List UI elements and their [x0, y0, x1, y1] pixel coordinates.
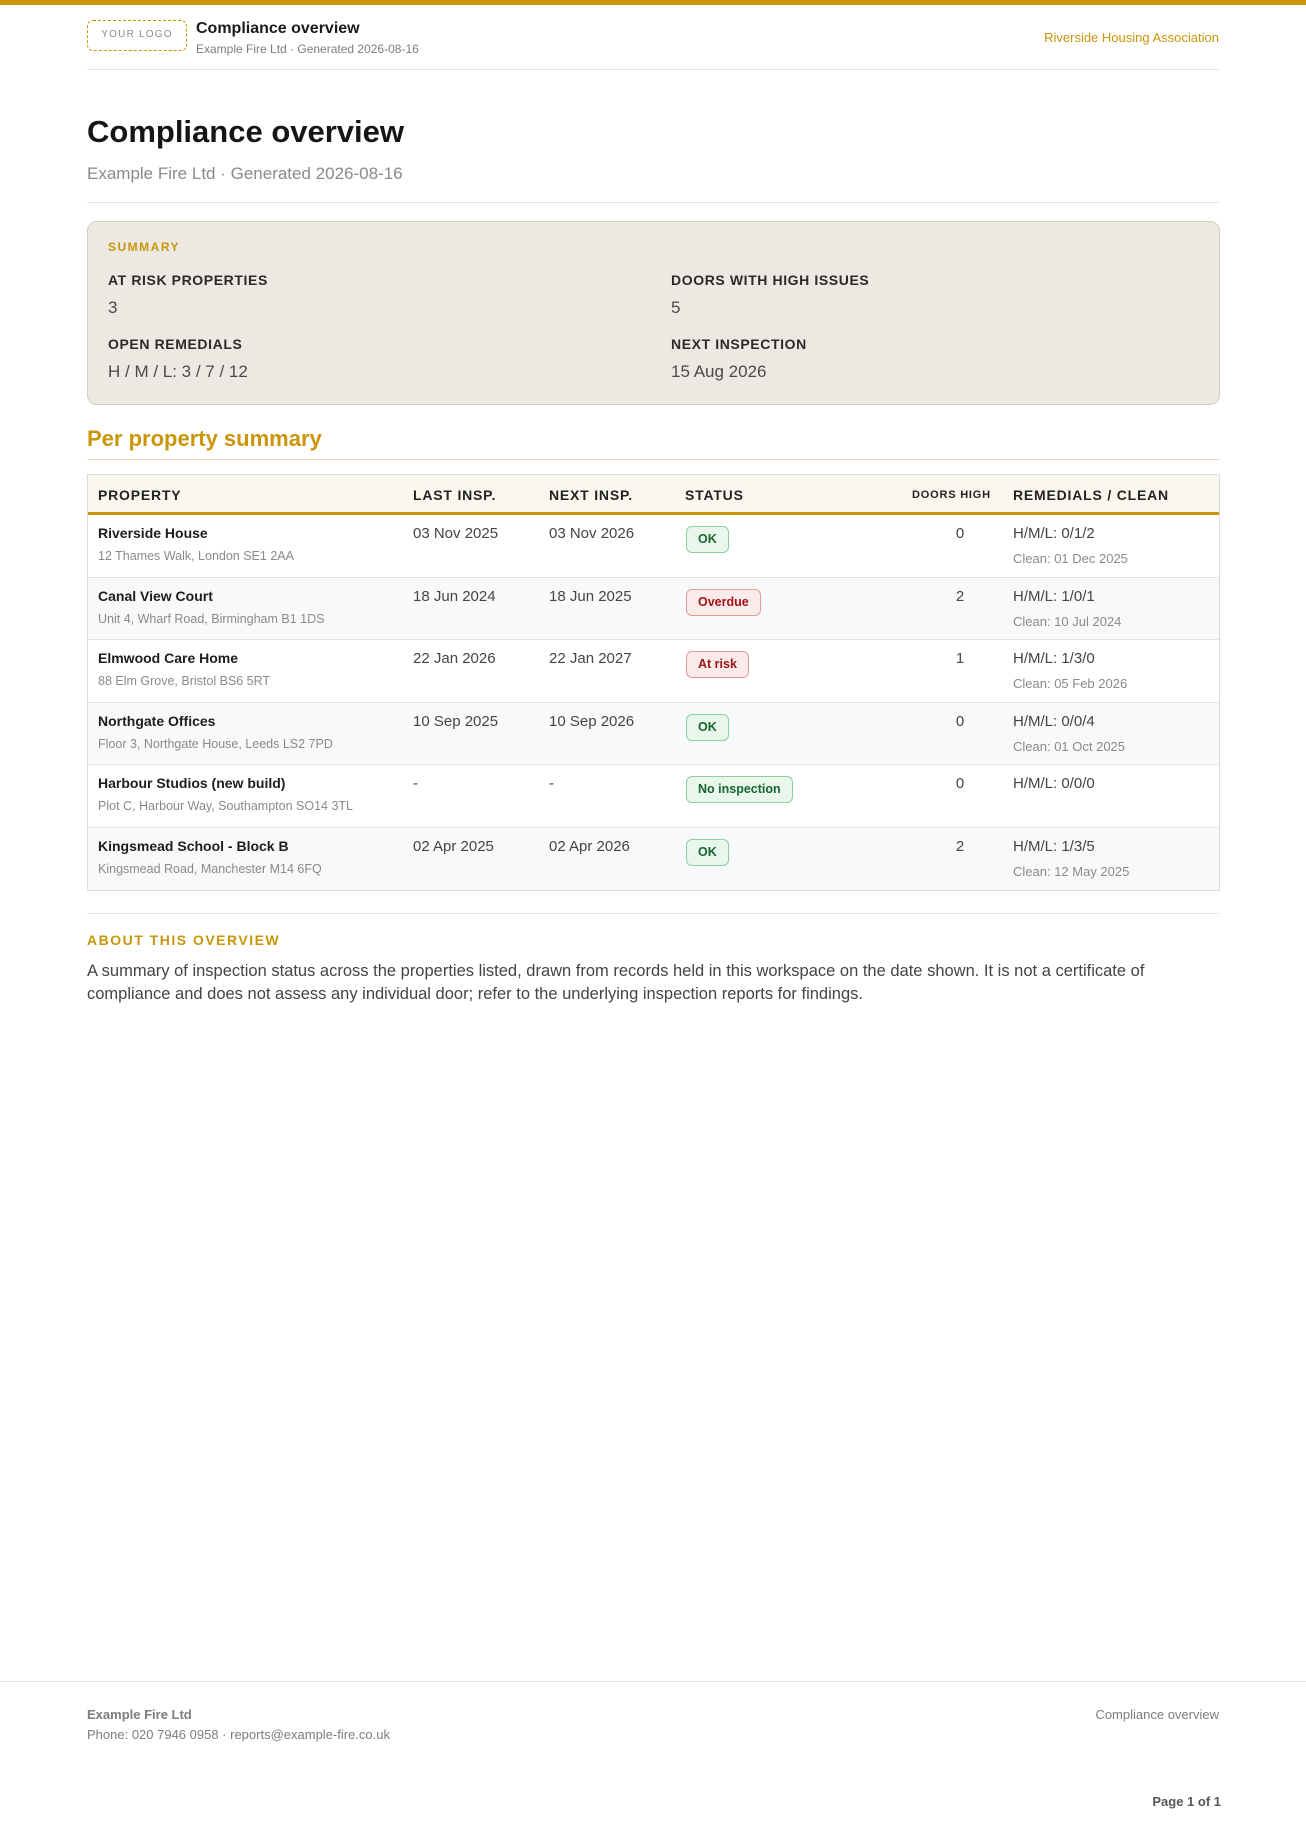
- table-row: [88, 578, 1219, 641]
- footer-divider: [0, 1681, 1306, 1682]
- status-badge: Overdue: [686, 589, 761, 616]
- property-address: 88 Elm Grove, Bristol BS6 5RT: [98, 674, 271, 688]
- next-inspection: 03 Nov 2026: [549, 525, 635, 542]
- page-subtitle: Example Fire Ltd · Generated 2026-08-16: [87, 164, 403, 183]
- clean-date: Clean: 10 Jul 2024: [1013, 613, 1122, 629]
- divider: [87, 459, 1219, 460]
- summary-card: [87, 221, 1220, 405]
- section-title: Per property summary: [87, 426, 322, 451]
- col-next-inspection: NEXT INSP.: [549, 487, 633, 503]
- doors-high: 1: [955, 650, 965, 667]
- doors-high: 2: [955, 587, 965, 605]
- col-last-inspection: LAST INSP.: [413, 487, 497, 503]
- last-inspection: 18 Jun 2024: [413, 587, 496, 605]
- page-title: Compliance overview: [87, 114, 405, 149]
- property-address: 12 Thames Walk, London SE1 2AA: [98, 549, 294, 563]
- property-address: Floor 3, Northgate House, Leeds LS2 7PD: [98, 736, 333, 751]
- property-table: [87, 474, 1220, 891]
- divider: [87, 913, 1219, 914]
- client-name: Riverside Housing Association: [1044, 30, 1219, 45]
- header-title: Compliance overview: [196, 20, 360, 37]
- table-header: [88, 475, 1219, 515]
- at-risk-label: AT RISK PROPERTIES: [108, 272, 268, 288]
- next-inspection: -: [549, 775, 554, 792]
- table-row: [88, 640, 1219, 703]
- doors-high: 0: [955, 775, 965, 792]
- table-row: [88, 703, 1219, 766]
- footer-company: Example Fire Ltd: [87, 1707, 192, 1722]
- status-badge: OK: [686, 839, 729, 866]
- summary-label: SUMMARY: [108, 240, 181, 254]
- next-inspection: 02 Apr 2026: [549, 837, 630, 855]
- table-row: [88, 515, 1219, 578]
- footer-doc-name: Compliance overview: [1095, 1707, 1219, 1722]
- property-name: Kingsmead School - Block B: [98, 837, 289, 854]
- last-inspection: 02 Apr 2025: [413, 837, 494, 855]
- doors-high: 0: [955, 525, 965, 542]
- property-address: Plot C, Harbour Way, Southampton SO14 3TL: [98, 799, 353, 813]
- next-inspection: 22 Jan 2027: [549, 650, 632, 667]
- property-name: Canal View Court: [98, 587, 213, 604]
- status-badge: OK: [686, 714, 729, 741]
- col-doors-high: DOORS HIGH: [912, 489, 991, 501]
- logo-placeholder: YOUR LOGO: [87, 20, 187, 51]
- last-inspection: 03 Nov 2025: [413, 525, 499, 542]
- remedials: H/M/L: 0/0/4: [1013, 712, 1095, 730]
- property-name: Riverside House: [98, 525, 208, 541]
- next-inspection-label: NEXT INSPECTION: [671, 336, 807, 352]
- property-name: Northgate Offices: [98, 712, 216, 729]
- about-title: ABOUT THIS OVERVIEW: [87, 932, 281, 948]
- clean-date: Clean: 12 May 2025: [1013, 863, 1130, 879]
- col-remedials: REMEDIALS / CLEAN: [1013, 487, 1169, 503]
- status-badge: No inspection: [686, 776, 793, 803]
- divider: [87, 202, 1219, 203]
- clean-date: Clean: 01 Oct 2025: [1013, 738, 1126, 754]
- status-badge: At risk: [686, 651, 749, 678]
- header-subtitle: Example Fire Ltd · Generated 2026-08-16: [196, 42, 419, 56]
- doors-high: 0: [955, 712, 965, 730]
- doors-high: 2: [955, 837, 965, 855]
- property-address: Kingsmead Road, Manchester M14 6FQ: [98, 861, 322, 876]
- remedials: H/M/L: 0/1/2: [1013, 525, 1095, 542]
- next-inspection: 10 Sep 2026: [549, 712, 635, 730]
- property-address: Unit 4, Wharf Road, Birmingham B1 1DS: [98, 611, 325, 626]
- next-inspection: 18 Jun 2025: [549, 587, 632, 605]
- next-inspection-value: 15 Aug 2026: [671, 362, 767, 381]
- clean-date: Clean: 05 Feb 2026: [1013, 676, 1128, 691]
- open-remedials-label: OPEN REMEDIALS: [108, 336, 243, 352]
- doors-high-label: DOORS WITH HIGH ISSUES: [671, 272, 870, 288]
- last-inspection: 10 Sep 2025: [413, 712, 499, 730]
- col-status: STATUS: [685, 487, 744, 503]
- remedials: H/M/L: 1/3/5: [1013, 837, 1095, 855]
- page-number: Page 1 of 1: [1152, 1794, 1221, 1809]
- property-name: Harbour Studios (new build): [98, 775, 286, 791]
- at-risk-value: 3: [108, 298, 118, 317]
- open-remedials-value: H / M / L: 3 / 7 / 12: [108, 362, 248, 381]
- last-inspection: -: [413, 775, 418, 792]
- clean-date: Clean: 01 Dec 2025: [1013, 551, 1128, 566]
- table-row: [88, 828, 1219, 891]
- status-badge: OK: [686, 526, 729, 553]
- remedials: H/M/L: 0/0/0: [1013, 775, 1095, 792]
- remedials: H/M/L: 1/0/1: [1013, 587, 1095, 605]
- last-inspection: 22 Jan 2026: [413, 650, 496, 667]
- about-text: A summary of inspection status across the properties listed, drawn from records held in this workspace on the date shown. It is not a certificate of compliance and does not assess any individual door; refer to the underlying inspection reports for findings.: [87, 962, 1145, 1003]
- property-name: Elmwood Care Home: [98, 650, 239, 666]
- footer-contact: Phone: 020 7946 0958 · reports@example-fire.co.uk: [87, 1727, 390, 1742]
- table-row: [88, 765, 1219, 828]
- doors-high-value: 5: [671, 298, 681, 317]
- col-property: PROPERTY: [98, 487, 182, 503]
- remedials: H/M/L: 1/3/0: [1013, 650, 1095, 667]
- page-header: [87, 5, 1219, 70]
